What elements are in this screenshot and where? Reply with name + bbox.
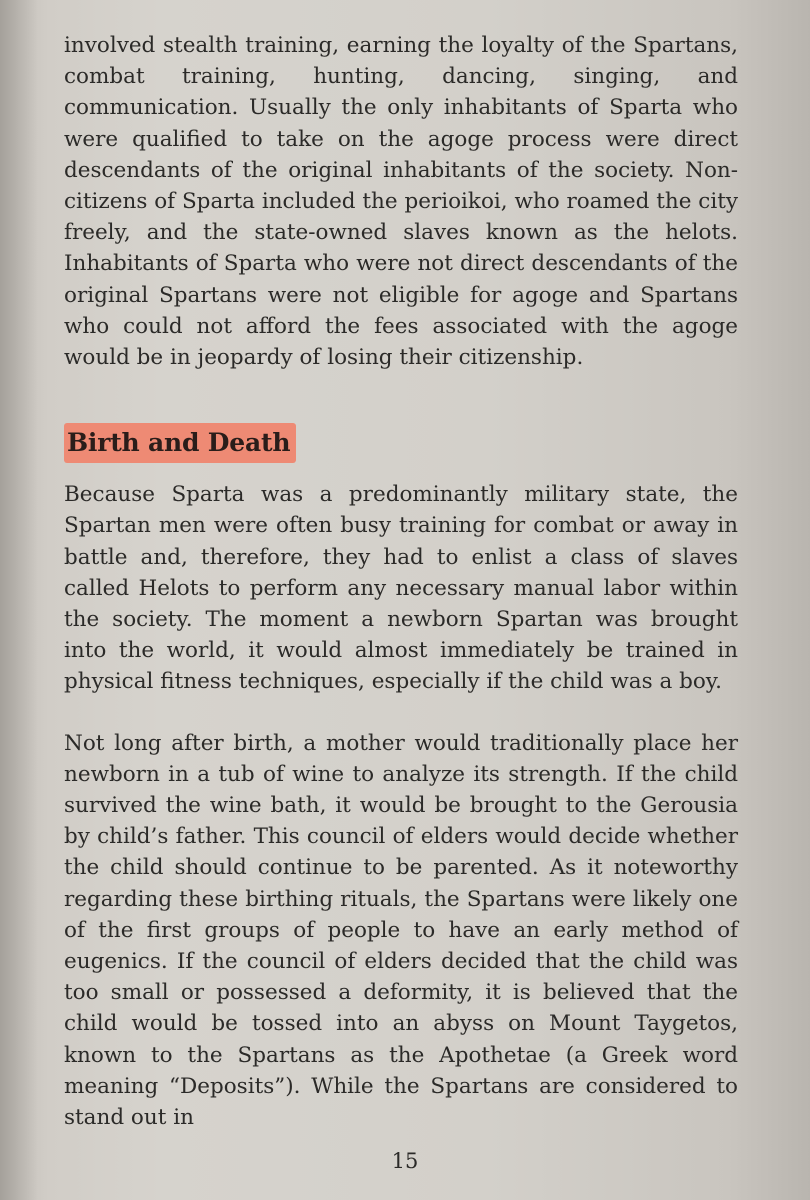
section-heading-wrap xyxy=(64,419,738,467)
spacer xyxy=(64,373,738,419)
page-number: 15 xyxy=(391,1149,419,1173)
page-content xyxy=(64,30,738,1133)
paragraph-2: Because Sparta was a predominantly military state, the Spartan men were often busy training for combat or away in battle and, therefore, they had to enlist a class of slaves called Helots to perform any necessary manual labor within the society. The moment a newborn Spartan was brought into the world, it would almost immediately be trained in physical fitness techniques, especially if the child was a boy. xyxy=(64,482,738,695)
page-gutter-shadow xyxy=(0,0,38,1200)
paragraph-3: Not long after birth, a mother would traditionally place her newborn in a tub of wine to analyze its strength. If the child survived the wine bath, it would be brought to the Gerousia by child’s father. This council of elders would decide whether the child should continue to be parented. As it noteworthy regarding these birthing rituals, the Spartans were likely one of the first groups of people to have an early method of eugenics. If the council of elders decided that the child was too small or possessed a deformity, it is believed that the child would be tossed into an abyss on Mount Taygetos, known to the Spartans as the Apothetae (a Greek word meaning “Deposits”). While the Spartans are considered to stand out in xyxy=(64,730,738,1131)
paragraph-1: involved stealth training, earning the loyalty of the Spartans, combat training, hunting, dancing, singing, and communication. Usually the only inhabitants of Sparta who were qualified to take on the agoge process were direct descendants of the original inhabitants of the society. Non-citizens of Sparta included the perioikoi, who roamed the city freely, and the state-owned slaves known as the helots. Inhabitants of Sparta who were not direct descendants of the original Spartans were not eligible for agoge and Spartans who could not afford the fees associated with the agoge would be in jeopardy of losing their citizenship. xyxy=(64,33,738,371)
spacer xyxy=(64,698,738,728)
section-heading: Birth and Death xyxy=(64,423,296,463)
